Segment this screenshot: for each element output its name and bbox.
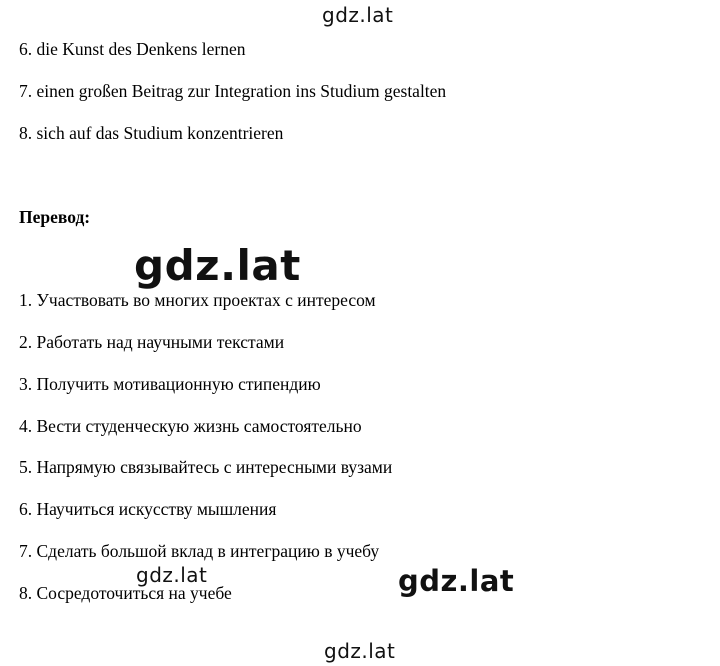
watermark-lower-right: gdz.lat bbox=[398, 564, 515, 598]
watermark-large: gdz.lat bbox=[134, 241, 301, 290]
translation-heading: Перевод: bbox=[19, 207, 91, 227]
german-item-7: 7. einen großen Beitrag zur Integration ins Studium gestalten bbox=[19, 81, 447, 101]
russian-item-1: 1. Участвовать во многих проектах с интересом bbox=[19, 290, 376, 310]
russian-item-3: 3. Получить мотивационную стипендию bbox=[19, 374, 321, 394]
russian-item-6: 6. Научиться искусству мышления bbox=[19, 499, 277, 519]
russian-item-8: 8. Сосредоточиться на учебе bbox=[19, 583, 232, 603]
russian-item-2: 2. Работать над научными текстами bbox=[19, 332, 285, 352]
russian-item-5: 5. Напрямую связывайтесь с интересными вузами bbox=[19, 457, 393, 477]
watermark-bottom: gdz.lat bbox=[324, 639, 396, 663]
german-item-8: 8. sich auf das Studium konzentrieren bbox=[19, 123, 284, 143]
german-item-6: 6. die Kunst des Denkens lernen bbox=[19, 39, 246, 59]
russian-item-7: 7. Сделать большой вклад в интеграцию в учебу bbox=[19, 541, 380, 561]
russian-item-4: 4. Вести студенческую жизнь самостоятельно bbox=[19, 416, 362, 436]
watermark-top: gdz.lat bbox=[322, 3, 394, 27]
watermark-lower-left: gdz.lat bbox=[136, 563, 208, 587]
